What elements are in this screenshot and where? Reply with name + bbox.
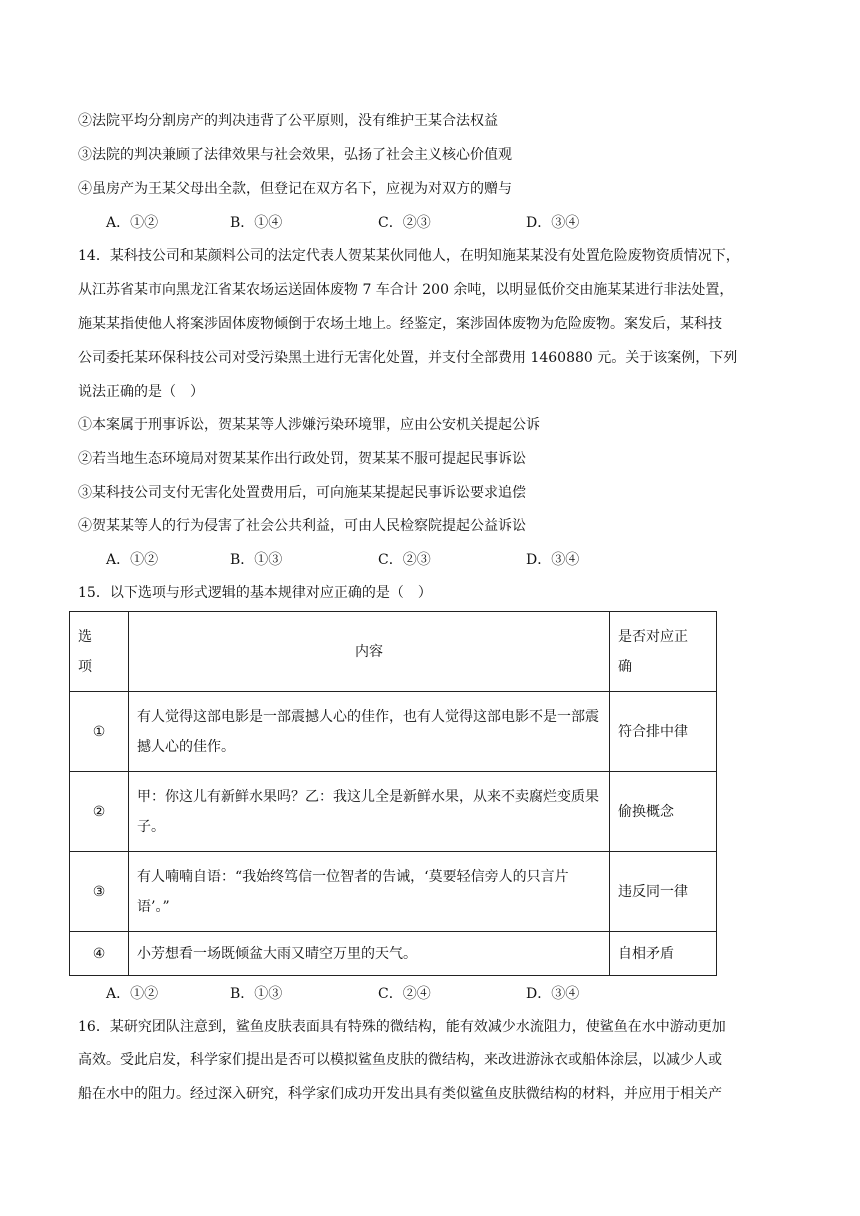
q13-option-a: A．①② xyxy=(106,215,159,231)
table-row xyxy=(70,932,717,976)
q13-statement-4: ④虽房产为王某父母出全款，但登记在双方名下，应视为对双方的赠与 xyxy=(78,181,512,197)
q15-table-header-row xyxy=(70,612,717,692)
q14-statement-1: ①本案属于刑事诉讼，贺某某等人涉嫌污染环境罪，应由公安机关提起公诉 xyxy=(78,417,540,433)
q15-header-content: 内容 xyxy=(129,612,610,692)
q15-row-2-option: ② xyxy=(70,772,129,852)
table-row xyxy=(70,692,717,772)
q15-stem: 15．以下选项与形式逻辑的基本规律对应正确的是（ ） xyxy=(78,585,432,601)
q15-row-4-correct: 自相矛盾 xyxy=(610,932,717,976)
q15-header-correct: 是否对应正 确 xyxy=(610,612,717,692)
q15-option-b: B．①③ xyxy=(230,986,283,1002)
q14-stem-line-2: 从江苏省某市向黑龙江省某农场运送固体废物 7 车合计 200 余吨，以明显低价交由施某某进行非法处置， xyxy=(78,282,734,298)
q15-row-3-content: 有人喃喃自语：“我始终笃信一位智者的告诫，‘莫要轻信旁人的只言片语’。” xyxy=(129,852,610,932)
table-row xyxy=(70,852,717,932)
q13-option-c: C．②③ xyxy=(378,215,431,231)
q14-option-d: D．③④ xyxy=(526,552,580,568)
q14-option-b: B．①③ xyxy=(230,552,283,568)
q14-stem-line-3: 施某某指使他人将案涉固体废物倾倒于农场土地上。经鉴定，案涉固体废物为危险废物。案发后，某科技 xyxy=(78,316,722,332)
q13-statement-3: ③法院的判决兼顾了法律效果与社会效果，弘扬了社会主义核心价值观 xyxy=(78,147,512,163)
q13-statement-2: ②法院平均分割房产的判决违背了公平原则，没有维护王某合法权益 xyxy=(78,113,498,129)
q14-stem-line-1: 14．某科技公司和某颜料公司的法定代表人贺某某伙同他人，在明知施某某没有处置危险废物资质情况下， xyxy=(78,248,740,264)
q14-stem-line-4: 公司委托某环保科技公司对受污染黑土进行无害化处置，并支付全部费用 1460880 元。关于该案例，下列 xyxy=(78,350,738,366)
q15-header-option: 选 项 xyxy=(70,612,129,692)
q15-row-2-correct: 偷换概念 xyxy=(610,772,717,852)
q15-row-3-correct: 违反同一律 xyxy=(610,852,717,932)
q14-statement-2: ②若当地生态环境局对贺某某作出行政处罚，贺某某不服可提起民事诉讼 xyxy=(78,451,526,467)
q16-stem-line-3: 船在水中的阻力。经过深入研究，科学家们成功开发出具有类似鲨鱼皮肤微结构的材料，并应用于相关产 xyxy=(78,1086,722,1102)
q15-row-4-option: ④ xyxy=(70,932,129,976)
q15-row-1-option: ① xyxy=(70,692,129,772)
q15-row-1-content: 有人觉得这部电影是一部震撼人心的佳作，也有人觉得这部电影不是一部震撼人心的佳作。 xyxy=(129,692,610,772)
q14-option-c: C．②③ xyxy=(378,552,431,568)
q15-option-a: A．①② xyxy=(106,986,159,1002)
q16-stem-line-2: 高效。受此启发，科学家们提出是否可以模拟鲨鱼皮肤的微结构，来改进游泳衣或船体涂层，以减少人或 xyxy=(78,1052,722,1068)
q15-row-3-option: ③ xyxy=(70,852,129,932)
q15-table xyxy=(69,611,717,976)
q14-statement-4: ④贺某某等人的行为侵害了社会公共利益，可由人民检察院提起公益诉讼 xyxy=(78,518,526,534)
q14-stem-line-5: 说法正确的是（ ） xyxy=(78,384,204,400)
q13-option-d: D．③④ xyxy=(526,215,580,231)
q16-stem-line-1: 16．某研究团队注意到，鲨鱼皮肤表面具有特殊的微结构，能有效减少水流阻力，使鲨鱼在水中游动更加 xyxy=(78,1019,726,1035)
q14-statement-3: ③某科技公司支付无害化处置费用后，可向施某某提起民事诉讼要求追偿 xyxy=(78,485,526,501)
q15-row-2-content: 甲：你这儿有新鲜水果吗？乙：我这儿全是新鲜水果，从来不卖腐烂变质果子。 xyxy=(129,772,610,852)
q13-option-b: B．①④ xyxy=(230,215,283,231)
q15-row-1-correct: 符合排中律 xyxy=(610,692,717,772)
q15-option-d: D．③④ xyxy=(526,986,580,1002)
table-row xyxy=(70,772,717,852)
q14-option-a: A．①② xyxy=(106,552,159,568)
q15-row-4-content: 小芳想看一场既倾盆大雨又晴空万里的天气。 xyxy=(129,932,610,976)
q15-option-c: C．②④ xyxy=(378,986,431,1002)
